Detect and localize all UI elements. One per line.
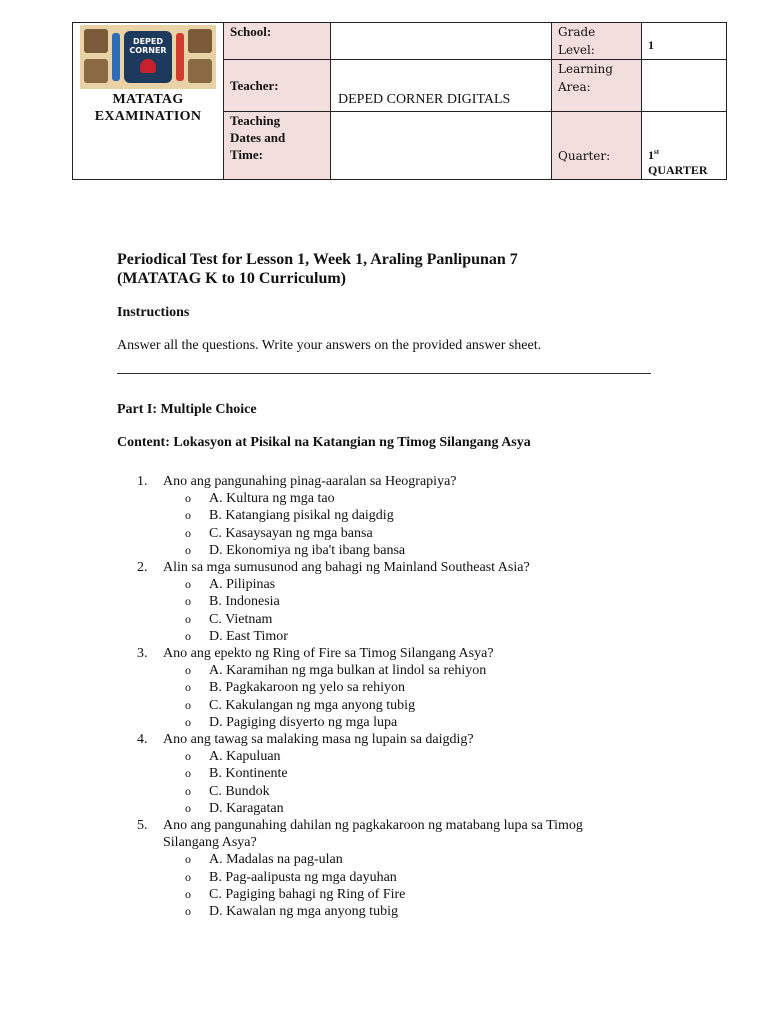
teaching-dates-label-2: Dates and [230, 130, 286, 145]
teaching-dates-label-3: Time: [230, 147, 263, 162]
document-title-line2: (MATATAG K to 10 Curriculum) [117, 270, 347, 287]
instructions-heading: Instructions [117, 305, 190, 320]
question-item-continued [137, 834, 657, 851]
option-item[interactable]: o D. Kawalan ng mga anyong tubig [185, 904, 398, 920]
question-item: 1. Ano ang pangunahing pinag-aaralan sa Heograpiya? [137, 474, 457, 489]
question-item: 3. Ano ang epekto ng Ring of Fire sa Timog Silangang Asya? [137, 646, 494, 662]
option-item[interactable]: o A. Kapuluan [185, 749, 281, 765]
quarter-label: Quarter: [558, 149, 611, 163]
teacher-label: Teacher: [230, 78, 279, 93]
option-item[interactable]: o A. Karamihan ng mga bulkan at lindol sa rehiyon [185, 663, 487, 679]
option-item[interactable]: o B. Indonesia [185, 594, 280, 610]
school-label: School: [230, 24, 272, 39]
option-item[interactable]: o A. Madalas na pag-ulan [185, 852, 343, 868]
question-text: Alin sa mga sumusunod ang bahagi ng Mainland Southeast Asia? [163, 560, 530, 576]
teacher-value[interactable]: DEPED CORNER DIGITALS [338, 92, 511, 107]
grade-level-value[interactable]: 1 [648, 38, 654, 52]
option-item[interactable]: o A. Kultura ng mga tao [185, 491, 335, 507]
heart-icon [140, 59, 156, 73]
document-body [117, 250, 677, 451]
document-title-line1: Periodical Test for Lesson 1, Week 1, Araling Panlipunan 7 [117, 251, 518, 268]
school-field[interactable] [331, 23, 552, 60]
option-item[interactable]: o A. Pilipinas [185, 577, 276, 593]
option-item[interactable]: o B. Pag-aalipusta ng mga dayuhan [185, 869, 397, 885]
divider-line [117, 373, 651, 374]
option-item[interactable]: o D. Ekonomiya ng iba't ibang bansa [185, 542, 406, 558]
question-text: Ano ang epekto ng Ring of Fire sa Timog Silangang Asya? [163, 646, 494, 662]
option-item[interactable]: o C. Pagiging bahagi ng Ring of Fire [185, 886, 406, 902]
option-item[interactable]: o C. Kasaysayan ng mga bansa [185, 525, 373, 541]
question-list [137, 473, 657, 920]
logo-cell [73, 23, 224, 180]
content-heading: Content: Lokasyon at Pisikal na Katangian ng Timog Silangang Asya [117, 435, 531, 450]
learning-area-label-2: Area: [558, 80, 591, 94]
teaching-dates-field[interactable] [331, 112, 552, 180]
question-text: Ano ang tawag sa malaking masa ng lupain sa daigdig? [163, 732, 474, 748]
question-text-line1: Ano ang pangunahing dahilan ng pagkakaroon ng matabang lupa sa Timog [163, 818, 583, 834]
teaching-dates-label-1: Teaching [230, 113, 281, 128]
quarter-value-sup: st [654, 148, 660, 156]
grade-level-label: Grade Level: [558, 25, 596, 57]
option-item[interactable]: o D. East Timor [185, 628, 288, 644]
logo-badge-text: DEPED CORNER [124, 31, 172, 83]
option-item[interactable]: o C. Kakulangan ng mga anyong tubig [185, 697, 416, 713]
option-item[interactable]: o B. Katangiang pisikal ng daigdig [185, 508, 394, 524]
exam-title-line2: EXAMINATION [94, 109, 202, 124]
option-item[interactable]: o C. Vietnam [185, 611, 273, 627]
option-item[interactable]: o D. Karagatan [185, 800, 284, 816]
question-text-line2: Silangang Asya? [163, 835, 257, 851]
option-item[interactable]: o C. Bundok [185, 783, 270, 799]
header-table [72, 22, 727, 180]
option-item[interactable]: o D. Pagiging disyerto ng mga lupa [185, 714, 398, 730]
question-item: 5. Ano ang pangunahing dahilan ng pagkakaroon ng matabang lupa sa Timog [137, 818, 583, 834]
quarter-value-word: QUARTER [648, 163, 708, 177]
question-item: 2. Alin sa mga sumusunod ang bahagi ng Mainland Southeast Asia? [137, 560, 530, 576]
instructions-text: Answer all the questions. Write your answers on the provided answer sheet. [117, 338, 542, 353]
exam-title-line1: MATATAG [112, 92, 184, 107]
question-text: Ano ang pangunahing pinag-aaralan sa Heograpiya? [163, 474, 457, 489]
quarter-value-num: 1 [648, 148, 654, 162]
learning-area-label-1: Learning [558, 62, 613, 76]
option-item[interactable]: o B. Kontinente [185, 766, 288, 782]
option-item[interactable]: o B. Pagkakaroon ng yelo sa rehiyon [185, 680, 405, 696]
question-item: 4. Ano ang tawag sa malaking masa ng lupain sa daigdig? [137, 732, 474, 748]
learning-area-field[interactable] [642, 60, 727, 112]
part-heading: Part I: Multiple Choice [117, 402, 257, 417]
deped-corner-logo [80, 25, 216, 89]
